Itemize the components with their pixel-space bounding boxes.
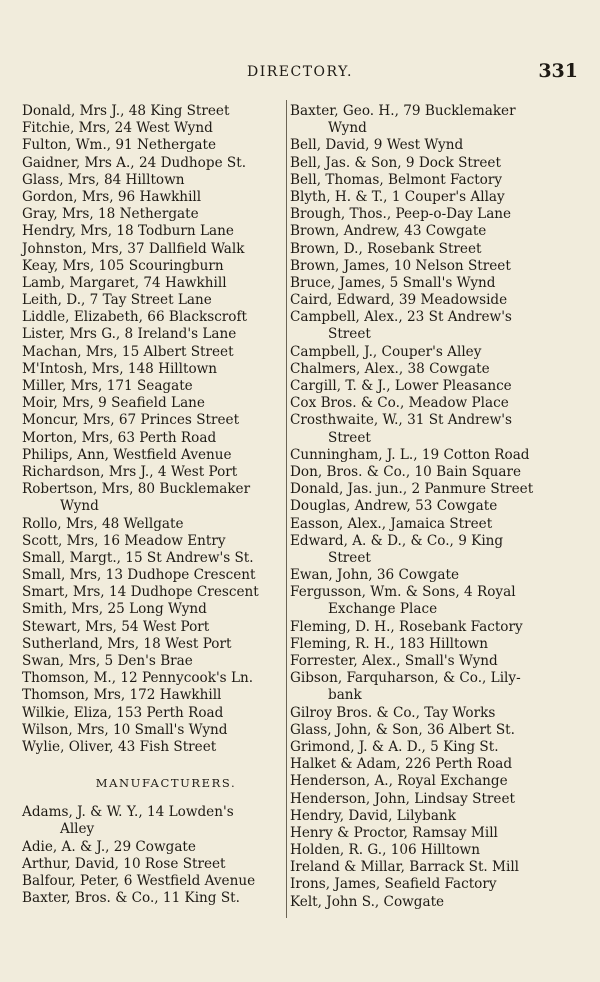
directory-entry: Glass, John, & Son, 36 Albert St. — [290, 721, 515, 738]
directory-entry: Balfour, Peter, 6 Westfield Avenue — [22, 872, 256, 889]
directory-entry: Gilroy Bros. & Co., Tay Works — [290, 704, 496, 721]
directory-entry: Irons, James, Seafield Factory — [290, 876, 497, 893]
directory-entry: Bell, Jas. & Son, 9 Dock Street — [290, 154, 501, 171]
directory-entry: Bell, David, 9 West Wynd — [290, 137, 464, 154]
directory-entry: Baxter, Geo. H., 79 Bucklemaker — [290, 103, 516, 119]
directory-entry: Edward, A. & D., & Co., 9 King — [290, 532, 504, 549]
directory-entry: Street — [328, 429, 371, 446]
directory-entry: Fergusson, Wm. & Sons, 4 Royal — [290, 584, 516, 601]
page-header-title: DIRECTORY. — [246, 64, 354, 80]
directory-entry: Easson, Alex., Jamaica Street — [290, 515, 493, 532]
directory-entry: Grimond, J. & A. D., 5 King St. — [290, 738, 499, 755]
directory-entry: Glass, Mrs, 84 Hilltown — [22, 171, 185, 188]
directory-entry: Machan, Mrs, 15 Albert Street — [22, 343, 234, 360]
directory-entry: Adams, J. & W. Y., 14 Lowden's — [22, 804, 234, 821]
directory-entry: Arthur, David, 10 Rose Street — [22, 855, 226, 872]
directory-entry: Brown, Andrew, 43 Cowgate — [290, 223, 487, 240]
directory-entry: Alley — [60, 821, 95, 838]
directory-entry: Campbell, Alex., 23 St Andrew's — [290, 309, 512, 326]
directory-entry: Blyth, H. & T., 1 Couper's Allay — [290, 188, 505, 205]
directory-entry: Wynd — [328, 120, 367, 137]
directory-entry: Thomson, Mrs, 172 Hawkhill — [22, 687, 222, 704]
directory-entry: Johnston, Mrs, 37 Dallfield Walk — [22, 240, 245, 257]
directory-entry: Don, Bros. & Co., 10 Bain Square — [290, 463, 522, 480]
directory-entry: Campbell, J., Couper's Alley — [290, 343, 482, 360]
directory-entry: Henderson, John, Lindsay Street — [290, 790, 515, 807]
directory-entry: Cunningham, J. L., 19 Cotton Road — [290, 446, 530, 463]
directory-entry: Forrester, Alex., Small's Wynd — [290, 653, 498, 669]
directory-entry: Donald, Mrs J., 48 King Street — [22, 103, 230, 119]
directory-entry: Exchange Place — [328, 601, 438, 618]
directory-entry: Halket & Adam, 226 Perth Road — [290, 756, 513, 773]
directory-entry: Douglas, Andrew, 53 Cowgate — [290, 498, 498, 515]
directory-entry: Gray, Mrs, 18 Nethergate — [22, 206, 199, 223]
left-column — [22, 103, 284, 907]
directory-entry: Keay, Mrs, 105 Scouringburn — [22, 257, 224, 274]
section-heading-manufacturers: MANUFACTURERS. — [95, 776, 237, 791]
directory-entry: Robertson, Mrs, 80 Bucklemaker — [22, 481, 251, 498]
directory-entry: Richardson, Mrs J., 4 West Port — [22, 463, 238, 480]
directory-entry: Smart, Mrs, 14 Dudhope Crescent — [22, 584, 259, 601]
directory-entry: Leith, D., 7 Tay Street Lane — [22, 292, 212, 309]
directory-entry: Fleming, R. H., 183 Hilltown — [290, 635, 489, 652]
directory-entry: Fleming, D. H., Rosebank Factory — [290, 618, 523, 635]
directory-entry: Fitchie, Mrs, 24 West Wynd — [22, 120, 213, 137]
directory-entry: Scott, Mrs, 16 Meadow Entry — [22, 532, 226, 549]
directory-entry: Hendry, David, Lilybank — [290, 807, 456, 824]
directory-entry: Brough, Thos., Peep-o-Day Lane — [290, 206, 512, 223]
page-number: 331 — [538, 60, 578, 82]
right-column — [290, 103, 580, 911]
directory-entry: Moir, Mrs, 9 Seafield Lane — [22, 395, 205, 412]
directory-entry: Philips, Ann, Westfield Avenue — [22, 446, 232, 463]
directory-entry: Holden, R. G., 106 Hilltown — [290, 842, 480, 859]
directory-entry: Small, Mrs, 13 Dudhope Crescent — [22, 567, 256, 584]
directory-entry: Small, Margt., 15 St Andrew's St. — [22, 549, 254, 566]
directory-entry: Wylie, Oliver, 43 Fish Street — [22, 738, 217, 755]
directory-entry: Swan, Mrs, 5 Den's Brae — [22, 653, 193, 669]
directory-entry: Thomson, M., 12 Pennycook's Ln. — [22, 670, 254, 687]
directory-entry: Cargill, T. & J., Lower Pleasance — [290, 378, 512, 394]
directory-entry: Brown, D., Rosebank Street — [290, 240, 482, 257]
directory-entry: Henderson, A., Royal Exchange — [290, 773, 508, 790]
directory-entry: bank — [328, 687, 362, 704]
directory-entry: Brown, James, 10 Nelson Street — [290, 257, 511, 274]
directory-entry: Gordon, Mrs, 96 Hawkhill — [22, 188, 202, 205]
directory-entry: Cox Bros. & Co., Meadow Place — [290, 395, 509, 412]
directory-entry: Wilson, Mrs, 10 Small's Wynd — [22, 721, 228, 738]
directory-entry: Ewan, John, 36 Cowgate — [290, 567, 459, 584]
directory-entry: Chalmers, Alex., 38 Cowgate — [290, 360, 490, 377]
directory-entry: Kelt, John S., Cowgate — [290, 893, 445, 910]
directory-entry: Baxter, Bros. & Co., 11 King St. — [22, 890, 240, 907]
directory-entry: Hendry, Mrs, 18 Todburn Lane — [22, 223, 234, 240]
directory-entry: Caird, Edward, 39 Meadowside — [290, 292, 508, 309]
directory-entry: Donald, Jas. jun., 2 Panmure Street — [290, 481, 534, 498]
directory-entry: Bell, Thomas, Belmont Factory — [290, 171, 503, 188]
directory-entry: M'Intosh, Mrs, 148 Hilltown — [22, 360, 218, 377]
directory-entry: Gaidner, Mrs A., 24 Dudhope St. — [22, 154, 247, 171]
directory-entry: Moncur, Mrs, 67 Princes Street — [22, 412, 240, 429]
right-entries-list — [290, 103, 580, 911]
directory-entry: Fulton, Wm., 91 Nethergate — [22, 137, 217, 154]
directory-entry: Rollo, Mrs, 48 Wellgate — [22, 515, 184, 532]
directory-entry: Morton, Mrs, 63 Perth Road — [22, 429, 217, 446]
directory-entry: Lister, Mrs G., 8 Ireland's Lane — [22, 326, 237, 343]
directory-entry: Bruce, James, 5 Small's Wynd — [290, 274, 496, 291]
directory-entry: Liddle, Elizabeth, 66 Blackscroft — [22, 309, 247, 326]
column-divider — [286, 100, 287, 918]
left-entries-list — [22, 103, 284, 756]
directory-entry: Street — [328, 326, 371, 343]
directory-entry: Wilkie, Eliza, 153 Perth Road — [22, 704, 224, 721]
directory-entry: Stewart, Mrs, 54 West Port — [22, 618, 210, 635]
directory-entry: Lamb, Margaret, 74 Hawkhill — [22, 274, 227, 291]
directory-entry: Ireland & Millar, Barrack St. Mill — [290, 859, 520, 876]
directory-entry: Gibson, Farquharson, & Co., Lily- — [290, 670, 521, 687]
directory-entry: Wynd — [60, 498, 99, 515]
directory-entry: Crosthwaite, W., 31 St Andrew's — [290, 412, 512, 429]
manufacturers-entries-list — [22, 804, 284, 907]
directory-entry: Miller, Mrs, 171 Seagate — [22, 378, 193, 394]
directory-entry: Street — [328, 549, 371, 566]
directory-entry: Henry & Proctor, Ramsay Mill — [290, 824, 498, 841]
directory-entry: Adie, A. & J., 29 Cowgate — [22, 838, 196, 855]
directory-entry: Smith, Mrs, 25 Long Wynd — [22, 601, 207, 618]
directory-entry: Sutherland, Mrs, 18 West Port — [22, 635, 232, 652]
